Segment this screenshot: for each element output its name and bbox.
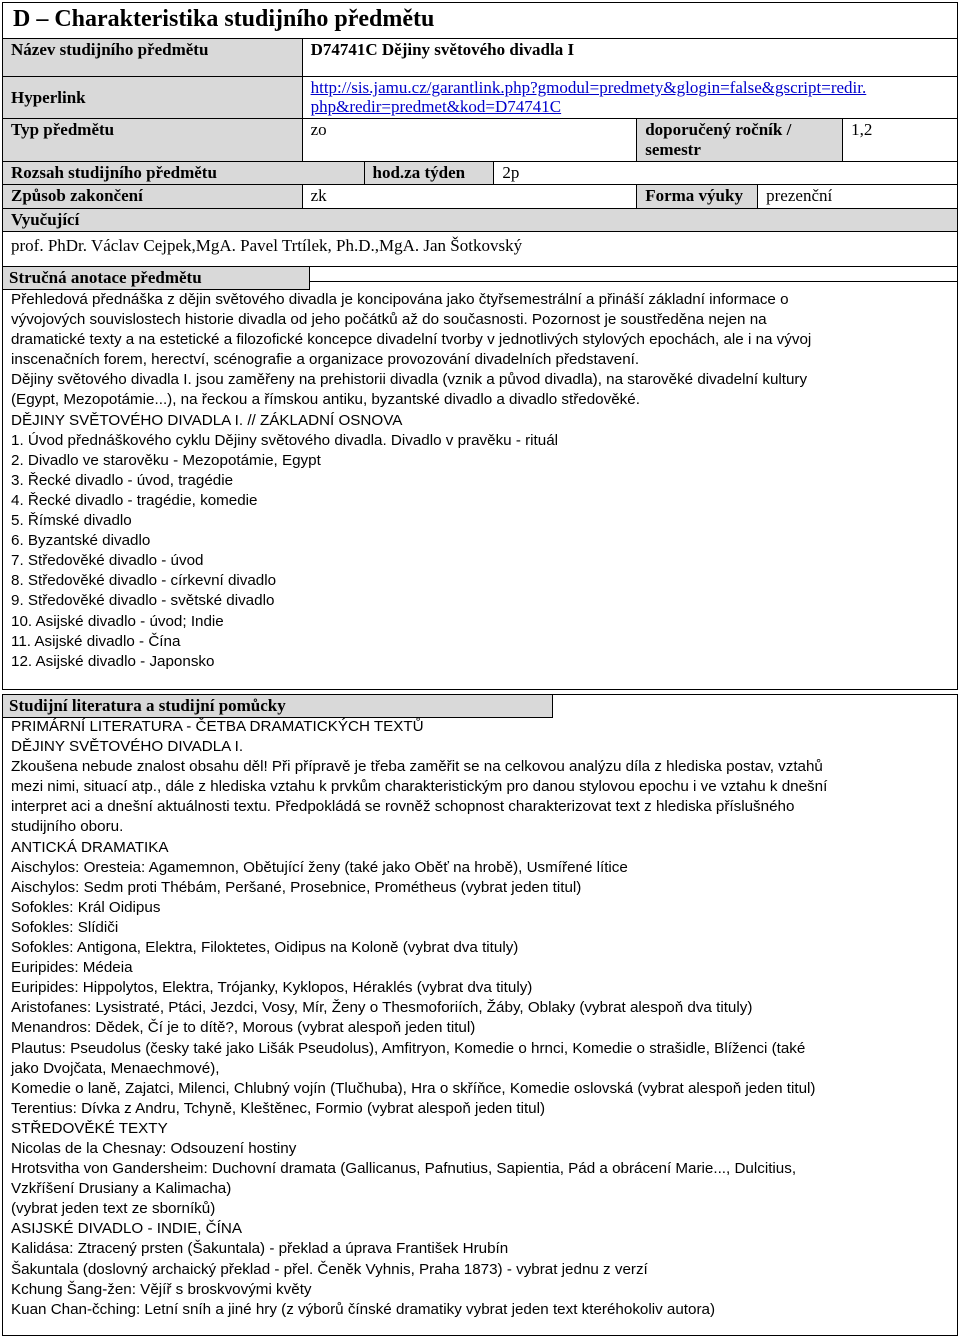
course-hyperlink-cont[interactable]: php&redir=predmet&kod=D74741C <box>310 97 562 116</box>
annotation-line: 1. Úvod přednáškového cyklu Dějiny světového divadla. Divadlo v pravěku - rituál <box>11 431 559 449</box>
annotation-line: dramatické texty a na estetické a filozofické koncepce divadelní tvorby v jednotlivých stylových epochách, ale i na vývoj <box>11 331 812 349</box>
literature-line: Hrotsvitha von Gandersheim: Duchovní dramata (Gallicanus, Pafnutius, Sapientia, Pád a obrácení Marie..., Dulcitius, <box>11 1160 797 1178</box>
literature-line: Kuan Chan-čching: Letní sníh a jiné hry (z výborů čínské dramatiky vybrat jeden text kteréhokoliv autora) <box>11 1300 716 1318</box>
annotation-line: 3. Řecké divadlo - úvod, tragédie <box>11 471 234 489</box>
annotation-line: vývojových souvislostech historie divadla od jeho počátků až do současnosti. Pozornost je soustředěna nejen na <box>11 311 767 329</box>
teachers-value: prof. PhDr. Václav Cejpek,MgA. Pavel Trtílek, Ph.D.,MgA. Jan Šotkovský <box>3 232 958 282</box>
annotation-text <box>11 290 951 672</box>
hyperlink-label: Hyperlink <box>3 77 303 119</box>
literature-line: PRIMÁRNÍ LITERATURA - ČETBA DRAMATICKÝCH TEXTŮ <box>11 718 424 735</box>
literature-line: studijního oboru. <box>11 818 124 836</box>
literature-line: ASIJSKÉ DIVADLO - INDIE, ČÍNA <box>11 1220 242 1238</box>
type-label: Typ předmětu <box>3 119 303 162</box>
literature-line: Kchung Šang-žen: Vějíř s broskvovými květy <box>11 1280 312 1298</box>
literature-line: Euripides: Médeia <box>11 959 133 977</box>
form-label: Forma výuky <box>637 185 758 209</box>
page-title: D – Charakteristika studijního předmětu <box>2 2 958 38</box>
hours-value: 2p <box>494 162 958 185</box>
annotation-line: (Egypt, Mezopotámie...), na řeckou a římskou antiku, byzantské divadlo a divadlo středověké. <box>11 391 640 409</box>
literature-line: Aischylos: Sedm proti Thébám, Peršané, Prosebnice, Prométheus (vybrat jeden titul) <box>11 878 582 896</box>
course-hyperlink[interactable]: http://sis.jamu.cz/garantlink.php?gmodul=predmety&glogin=false&gscript=redir. <box>310 78 867 97</box>
annotation-line: inscenačních forem, herectví, scénografie a organizace provozování divadelních představení. <box>11 351 640 369</box>
annotation-line: Přehledová přednáška z dějin světového divadla je koncipována jako čtyřsemestrální a přináší základní informace o <box>11 291 789 308</box>
year-value: 1,2 <box>843 119 958 162</box>
annotation-line: DĚJINY SVĚTOVÉHO DIVADLA I. // ZÁKLADNÍ OSNOVA <box>11 411 403 429</box>
literature-line: Plautus: Pseudolus (česky také jako Lišák Pseudolus), Amfitryon, Komedie o hrnci, Komedie o strašidle, Blíženci (také <box>11 1039 806 1057</box>
range-label: Rozsah studijního předmětu <box>3 162 365 185</box>
literature-line: Menandros: Dědek, Čí je to dítě?, Morous (vybrat alespoň jeden titul) <box>11 1019 476 1037</box>
literature-line: Nicolas de la Chesnay: Odsouzení hostiny <box>11 1139 297 1157</box>
annotation-line: 5. Římské divadlo <box>11 512 132 530</box>
type-value: zo <box>302 119 637 162</box>
literature-line: Zkoušena nebude znalost obsahu děl! Při přípravě je třeba zaměřit se na celkovou analýzu díla z hlediska postav, vztahů <box>11 758 823 776</box>
literature-line: Sofokles: Antigona, Elektra, Filoktetes, Oidipus na Koloně (vybrat dva tituly) <box>11 939 519 957</box>
completion-label: Způsob zakončení <box>3 185 303 209</box>
annotation-line: 6. Byzantské divadlo <box>11 532 151 550</box>
literature-text <box>11 717 951 1320</box>
literature-line: Šakuntala (doslovný archaický překlad - přel. Čeněk Vyhnis, Praha 1873) - vybrat jednu z verzí <box>11 1260 648 1278</box>
course-name-label: Název studijního předmětu <box>3 39 303 77</box>
literature-line: DĚJINY SVĚTOVÉHO DIVADLA I. <box>11 738 244 756</box>
literature-line: jako Dvojčata, Menaechmové), <box>11 1059 220 1077</box>
literature-line: Komedie o laně, Zajatci, Milenci, Chlubný vojín (Tlučhuba), Hra o skříňce, Komedie oslovská (vybrat alespoň jeden titul) <box>11 1079 816 1097</box>
annotation-line: 2. Divadlo ve starověku - Mezopotámie, Egypt <box>11 451 321 469</box>
literature-line: ANTICKÁ DRAMATIKA <box>11 838 169 856</box>
annotation-line: Dějiny světového divadla I. jsou zaměřeny na prehistorii divadla (vznik a původ divadla), na starověké divadelní kultury <box>11 371 808 389</box>
literature-line: mezi nimi, situací atp., dále z hlediska vztahu k prvkům charakteristickým pro danou stylovou epochu i ve vztahu k dnešní <box>11 778 828 796</box>
form-value: prezenční <box>758 185 958 209</box>
literature-line: Vzkříšení Drusiany a Kalimacha) <box>11 1180 232 1198</box>
literature-line: Terentius: Dívka z Andru, Tchyně, Kleštěnec, Formio (vybrat alespoň jeden titul) <box>11 1099 546 1117</box>
literature-line: Kalidása: Ztracený prsten (Šakuntala) - překlad a úprava František Hrubín <box>11 1240 509 1258</box>
literature-line: (vybrat jeden text ze sborníků) <box>11 1200 216 1218</box>
year-label: doporučený ročník / semestr <box>637 119 843 162</box>
course-info-table <box>2 38 958 282</box>
annotation-line: 9. Středověké divadlo - světské divadlo <box>11 592 275 610</box>
literature-line: Aischylos: Oresteia: Agamemnon, Obětující ženy (také jako Oběť na hrobě), Usmířené lítice <box>11 858 628 876</box>
course-name-value: D74741C Dějiny světového divadla I <box>302 39 957 77</box>
literature-line: STŘEDOVĚKÉ TEXTY <box>11 1119 168 1137</box>
annotation-line: 4. Řecké divadlo - tragédie, komedie <box>11 491 258 509</box>
annotation-line: 10. Asijské divadlo - úvod; Indie <box>11 612 224 630</box>
completion-value: zk <box>302 185 637 209</box>
literature-line: Sofokles: Král Oidipus <box>11 898 161 916</box>
annotation-line: 12. Asijské divadlo - Japonsko <box>11 652 215 670</box>
literature-label: Studijní literatura a studijní pomůcky <box>2 694 553 718</box>
teachers-label: Vyučující <box>3 209 958 232</box>
annotation-line: 11. Asijské divadlo - Čína <box>11 632 181 650</box>
hours-label: hod.za týden <box>364 162 494 185</box>
literature-line: Sofokles: Slídiči <box>11 918 119 936</box>
annotation-line: 8. Středověké divadlo - církevní divadlo <box>11 572 277 590</box>
literature-line: Aristofanes: Lysistraté, Ptáci, Jezdci, Vosy, Mír, Ženy o Thesmoforiích, Žáby, Oblaky (vybrat alespoň dva tituly) <box>11 999 753 1017</box>
literature-line: Euripides: Hippolytos, Elektra, Trójanky, Kyklopos, Héraklés (vybrat dva tituly) <box>11 979 533 997</box>
literature-line: interpret aci a dnešní aktuálnosti textu. Předpokládá se rovněž schopnost charakterizovat text z hlediska příslušného <box>11 798 795 816</box>
annotation-label: Stručná anotace předmětu <box>2 266 310 290</box>
annotation-line: 7. Středověké divadlo - úvod <box>11 552 204 570</box>
